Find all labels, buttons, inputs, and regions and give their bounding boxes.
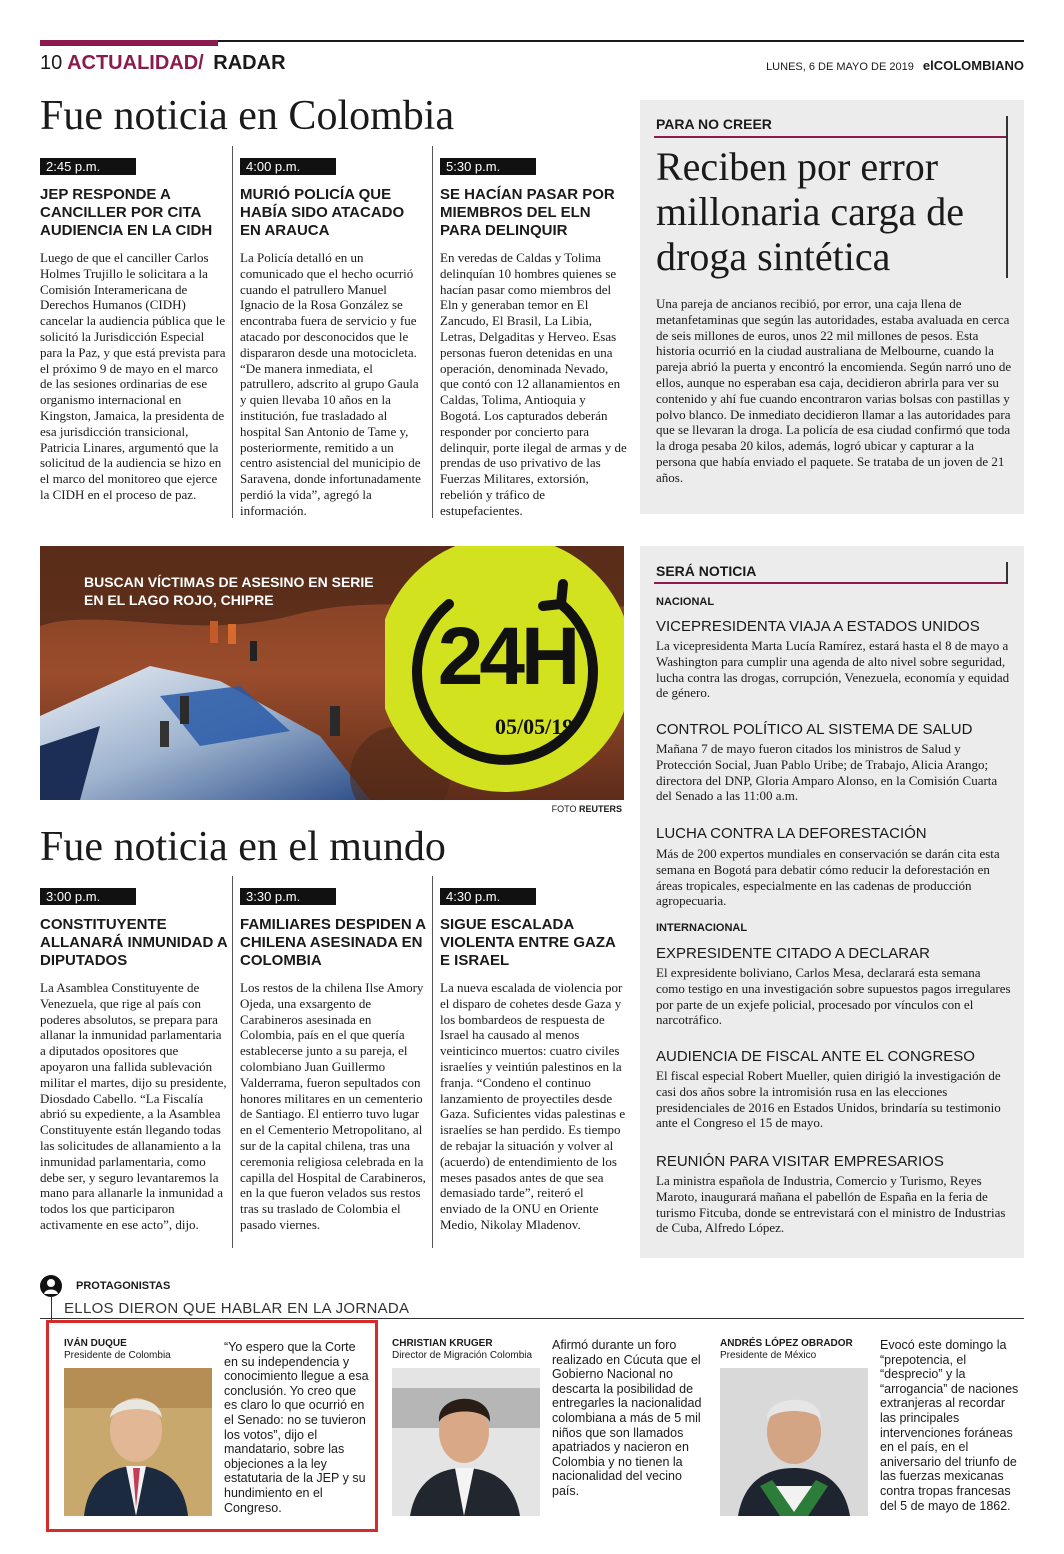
sn-headline: REUNIÓN PARA VISITAR EMPRESARIOS — [656, 1153, 944, 1170]
issue-date: LUNES, 6 DE MAYO DE 2019 — [766, 61, 914, 73]
photo-credit-prefix: FOTO — [551, 804, 577, 814]
sera-noticia-panel — [640, 546, 1024, 1258]
article-body: La Policía detalló en un comunicado que el hecho ocurrió cuando el patrullero Manuel Ignacio de la Rosa González se encontraba fuera de servicio y fue atacado por desconocidos que le dispararon desde una motocicleta. “De manera inmediata, el patrullero, adscrito al grupo Gaula y quien llevaba 10 años en la institución, fue trasladado al hospital San Antonio de Tame y, posteriormente, remitido a un centro asistencial del municipio de Saravena, donde infortunadamente perdió la vida”, agregó la información. — [240, 250, 421, 518]
date-brand — [766, 58, 1024, 73]
article-body: Luego de que el canciller Carlos Holmes Trujillo le solicitara a la Comisión Interamericana de Derechos Humanos (CIDH) cancelar la audiencia pública que le solicitó la Jurisdicción Especial para la Paz, y que está prevista para el próximo 9 de mayo en el marco de las sesiones ordinarias de ese organismo internacional en Kingston, Jamaica, la presidenta de esa jurisdicción transicional, Patricia Linares, argumentó que la solicitud de la audiencia se hizo en el marco del monitoreo que ejerce la CIDH en el proceso de paz. — [40, 250, 226, 502]
protagonistas-rule — [40, 1318, 1024, 1319]
protagonistas-label: PROTAGONISTAS — [76, 1280, 171, 1292]
section-header — [40, 52, 286, 75]
person-name: ANDRÉS LÓPEZ OBRADOR — [720, 1338, 853, 1349]
column-divider — [232, 876, 233, 1248]
panel-rule — [654, 136, 1008, 138]
logo-24h-date: 05/05/19 — [495, 714, 574, 739]
article-headline: SIGUE ESCALADA VIOLENTA ENTRE GAZA E ISRAEL — [440, 916, 616, 969]
sn-body: La ministra española de Industria, Comercio y Turismo, Reyes Maroto, inaugurará mañana el pabellón de España en la feria de turismo Fitcuba, donde se entrevistará con el ministro de Industrias de Cuba, Alfredo López. — [656, 1173, 1006, 1236]
protagonistas-tick — [51, 1296, 52, 1320]
nacional-label: NACIONAL — [656, 596, 715, 608]
column-divider — [432, 876, 433, 1248]
article-headline: FAMILIARES DESPIDEN A CHILENA ASESINADA EN COLOMBIA — [240, 916, 426, 969]
article-time: 5:30 p.m. — [440, 158, 536, 175]
column-divider — [432, 146, 433, 518]
sn-headline: LUCHA CONTRA LA DEFORESTACIÓN — [656, 825, 927, 842]
person-quote: Afirmó durante un foro realizado en Cúcuta que el Gobierno Nacional no descarta la posibilidad de entregarles la nacionalidad colombiana a más de 5 mil niños que son llamados apatriados y nacieron en Colombia y no tienen la nacionalidad del vecino país. — [552, 1338, 702, 1498]
protagonistas-subtitle: ELLOS DIERON QUE HABLAR EN LA JORNADA — [64, 1300, 410, 1317]
panel-label: PARA NO CREER — [656, 116, 772, 132]
mundo-article-2 — [240, 888, 428, 1233]
para-no-creer-panel — [640, 100, 1024, 514]
brand-logo: elCOLOMBIANO — [922, 58, 1024, 73]
colombia-article-3 — [440, 158, 628, 519]
sn-body: La vicepresidenta Marta Lucía Ramírez, estará hasta el 8 de mayo a Washington para cumplir una agenda de alto nivel sobre seguridad, lucha contra las drogas, corrupción, Venezuela, economía y equidad de género. — [656, 638, 1010, 701]
para-no-creer-title: Reciben por error millonaria carga de droga sintética — [656, 144, 965, 279]
photo-caption: BUSCAN VÍCTIMAS DE ASESINO EN SERIE EN EL LAGO ROJO, CHIPRE — [84, 574, 374, 608]
sn-body: El fiscal especial Robert Mueller, quien dirigió la investigación de casi dos años sobre la intromisión rusa en las elecciones presidenciales de 2016 en Estados Unidos, brindaría su testimonio ante el Congreso el 15 de mayo. — [656, 1068, 1001, 1131]
mundo-article-1 — [40, 888, 228, 1233]
header-accent-bar — [40, 40, 218, 46]
person-role: Presidente de México — [720, 1350, 817, 1361]
person-quote: Evocó este domingo la “prepotencia, el “desprecio” y la “arrogancia” de naciones extranjeras al recordar las principales intervenciones foráneas en el país, en el aniversario del triunfo de las fuerzas mexicanas contra tropas francesas del 5 de mayo de 1862. — [880, 1338, 1019, 1513]
sn-headline: CONTROL POLÍTICO AL SISTEMA DE SALUD — [656, 721, 973, 738]
sn-headline: EXPRESIDENTE CITADO A DECLARAR — [656, 945, 930, 962]
article-body: En veredas de Caldas y Tolima delinquían 10 hombres quienes se hacían pasar como miembros del Eln y generaban temor en El Zancudo, El Brasil, La Libia, Letras, Delgaditas y Herveo. Esas personas fueron detenidas en una operación, denominada Nevado, que contó con 12 allanamientos en Caldas, Tolima, Antioquia y Bogotá. Los capturados deberán responder por concierto para delinquir, porte ilegal de armas y de prendas de uso privativo de las Fuerzas Militares, extorsión, rebelión y tráfico de estupefacientes. — [440, 250, 627, 518]
sn-body: El expresidente boliviano, Carlos Mesa, declarará esta semana como testigo en una investigación sobre supuestos pagos irregulares por parte de un exjefe policial, procesado por vínculos con el narcotráfico. — [656, 965, 1011, 1028]
person-photo-duque — [64, 1368, 212, 1516]
person-photo-lopez-obrador — [720, 1368, 868, 1516]
article-time: 4:30 p.m. — [440, 888, 536, 905]
mundo-article-3 — [440, 888, 628, 1233]
person-name: CHRISTIAN KRUGER — [392, 1338, 493, 1349]
panel-label: SERÁ NOTICIA — [656, 563, 757, 579]
para-no-creer-body: Una pareja de ancianos recibió, por error, una caja llena de metanfetaminas que según las autoridades, estaba avaluada en cerca de seis millones de euros, unos 22 mil millones de pesos. Esta historia ocurrió en la ciudad australiana de Melbourne, cuando la pareja abrió la puerta y encontró la encomienda. Según narró uno de ellos, aunque no esperaban esa caja, decidieron abrirla para ver su contenido y ahí fue cuando encontraron varias bolsas con pastillas y polvo blanco. De inmediato decidieron llamar a las autoridades para que se llevaran la droga. La policía de esa ciudad confirmó que toda la droga pesaba 20 kilos, además, logró ubicar y capturar a la persona que había enviado el paquete. Se trataba de un joven de 21 años. — [656, 296, 1012, 485]
sn-body: Más de 200 expertos mundiales en conservación se darán cita esta semana en Bogotá para debatir cómo reducir la deforestación en áreas tropicales, especialmente en las cadenas de producción agropecuaria. — [656, 846, 1000, 909]
person-icon — [40, 1275, 62, 1297]
article-body: Los restos de la chilena Ilse Amory Ojeda, una exsargento de Carabineros asesinada en Colombia, país en el que quería establecerse junto a su pareja, el colombiano Juan Guillermo Valderrama, fueron sepultados con honores militares en un cementerio de Santiago. El entierro tuvo lugar en el Cementerio Metropolitano, al sur de la capital chilena, tras una ceremonia religiosa celebrada en la capilla del Hospital de Carabineros, en la que fueron velados sus restos tras su traslado de Colombia el pasado viernes. — [240, 980, 426, 1232]
photo-credit-agency: REUTERS — [578, 804, 622, 814]
person-role: Director de Migración Colombia — [392, 1350, 533, 1361]
logo-24h — [385, 546, 624, 800]
sn-headline: AUDIENCIA DE FISCAL ANTE EL CONGRESO — [656, 1048, 975, 1065]
internacional-label: INTERNACIONAL — [656, 922, 748, 934]
article-time: 3:30 p.m. — [240, 888, 336, 905]
colombia-article-2 — [240, 158, 428, 519]
person-photo-kruger — [392, 1368, 540, 1516]
mundo-title: Fue noticia en el mundo — [40, 824, 446, 870]
article-body: La nueva escalada de violencia por el disparo de cohetes desde Gaza y los bombardeos de respuesta de Israel ha causado al menos veinticinco muertos: cuatro civiles israelíes y veintiún palestinos en la franja. “Condeno el continuo lanzamiento de proyectiles desde Gaza. Suficientes vidas palestinas e israelíes se han perdido. Es tiempo de rebajar la situación y volver al (acuerdo) de entendimiento de los meses pasados antes de que sea demasiado tarde”, reiteró el enviado de la ONU en Oriente Medio, Nikolay Mladenov. — [440, 980, 626, 1232]
news-photo — [40, 546, 624, 800]
article-time: 2:45 p.m. — [40, 158, 136, 175]
colombia-title: Fue noticia en Colombia — [40, 93, 455, 139]
panel-vertical-rule — [1006, 116, 1008, 278]
page-number: 10 — [40, 52, 63, 74]
article-headline: JEP RESPONDE A CANCILLER POR CITA AUDIENCIA EN LA CIDH — [40, 186, 213, 239]
colombia-article-1 — [40, 158, 228, 503]
column-divider — [232, 146, 233, 518]
logo-24h-text: 24H — [437, 611, 577, 702]
subsection-name: RADAR — [213, 52, 286, 74]
sn-body: Mañana 7 de mayo fueron citados los ministros de Salud y Protección Social, Juan Pablo Uribe; de Trabajo, Alicia Arango; directora del DNP, Gloria Amparo Alonso, en la Comisión Cuarta del Senado a las 11:00 a.m. — [656, 741, 998, 804]
article-headline: CONSTITUYENTE ALLANARÁ INMUNIDAD A DIPUTADOS — [40, 916, 228, 969]
person-name: IVÁN DUQUE — [64, 1338, 127, 1349]
person-quote: “Yo espero que la Corte en su independencia y conocimiento llegue a esa conclusión. Yo creo que es claro lo que ocurrió en el Senado: no se tuvieron los votos”, dijo el mandatario, sobre las objeciones a la ley estatutaria de la JEP y su hundimiento en el Congreso. — [224, 1340, 369, 1515]
section-name: ACTUALIDAD/ — [67, 52, 204, 74]
article-time: 3:00 p.m. — [40, 888, 136, 905]
sn-headline: VICEPRESIDENTA VIAJA A ESTADOS UNIDOS — [656, 618, 980, 635]
article-time: 4:00 p.m. — [240, 158, 336, 175]
person-role: Presidente de Colombia — [64, 1350, 171, 1361]
photo-credit — [552, 804, 622, 814]
panel-rule — [654, 582, 1008, 584]
article-headline: MURIÓ POLICÍA QUE HABÍA SIDO ATACADO EN ARAUCA — [240, 186, 405, 239]
panel-vertical-rule — [1006, 562, 1008, 584]
article-body: La Asamblea Constituyente de Venezuela, que rige al país con poderes absolutos, se prepara para allanar la inmunidad parlamentaria a diputados opositores que apoyaron una fallida sublevación militar el martes, dijo su presidente, Diosdado Cabello. “La Fiscalía abrió su expediente, a la Asamblea Constituyente están llegando todas las solicitudes de allanamiento a la inmunidad parlamentaria, como debe ser, y seguro levantaremos la mano para allanarle la inmunidad a todos los que participaron activamente en ese acto”, dijo. — [40, 980, 227, 1232]
article-headline: SE HACÍAN PASAR POR MIEMBROS DEL ELN PARA DELINQUIR — [440, 186, 615, 239]
